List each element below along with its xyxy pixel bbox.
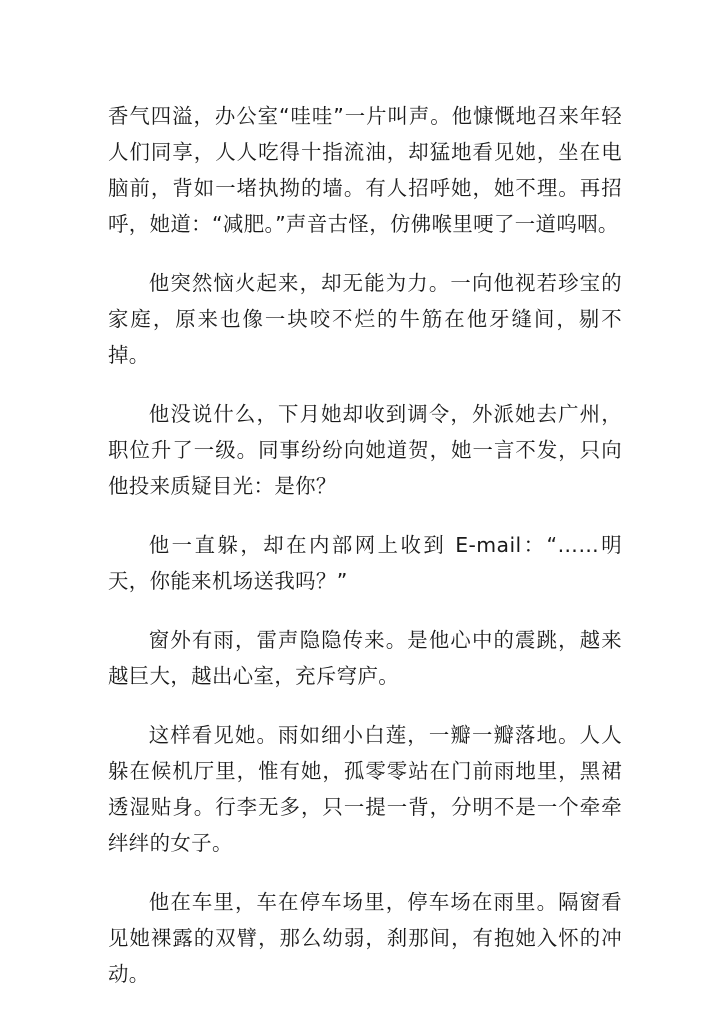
paragraph-6: 这样看见她。雨如细小白莲，一瓣一瓣落地。人人躲在候机厅里，惟有她，孤零零站在门前雨地里，黑裙透湿贴身。行李无多，只一提一背，分明不是一个牵牵绊绊的女子。 [108, 723, 622, 855]
paragraph-1: 香气四溢，办公室“哇哇”一片叫声。他慷慨地召来年轻人们同享，人人吃得十指流油，却猛地看见她，坐在电脑前，背如一堵执拗的墙。有人招呼她，她不理。再招呼，她道：“减肥。”声音古怪，仿佛喉里哽了一道呜咽。 [108, 104, 622, 236]
paragraph-5: 窗外有雨，雷声隐隐传来。是他心中的震跳，越来越巨大，越出心室，充斥穹庐。 [108, 628, 622, 688]
paragraph-3: 他没说什么，下月她却收到调令，外派她去广州，职位升了一级。同事纷纷向她道贺，她一言不发，只向他投来质疑目光：是你？ [108, 402, 622, 498]
document-body [108, 98, 622, 1015]
paragraph-7: 他在车里，车在停车场里，停车场在雨里。隔窗看见她裸露的双臂，那么幼弱，刹那间，有抱她入怀的冲动。 [108, 890, 622, 986]
paragraph-4: 他一直躲，却在内部网上收到 E-mail：“……明天，你能来机场送我吗？” [108, 533, 622, 593]
paragraph-2: 他突然恼火起来，却无能为力。一向他视若珍宝的家庭，原来也像一块咬不烂的牛筋在他牙缝间，剔不掉。 [108, 271, 622, 367]
